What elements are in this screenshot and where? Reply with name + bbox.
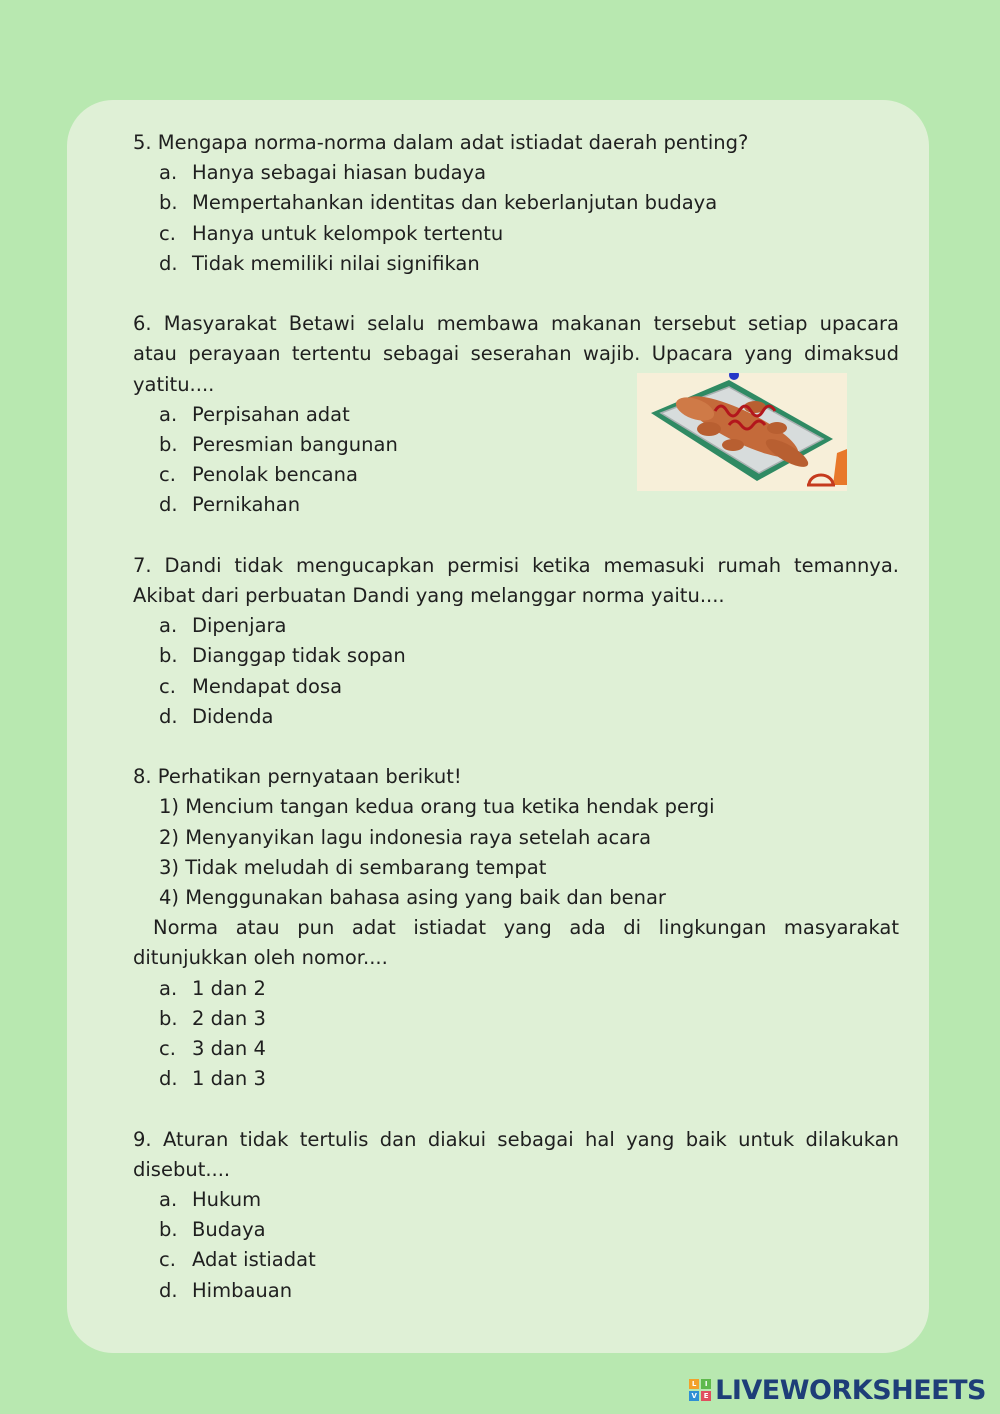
option-d[interactable]: d. Pernikahan <box>159 493 301 517</box>
question-text: 8. Perhatikan pernyataan berikut! <box>133 765 462 789</box>
logo-tile: I <box>701 1379 711 1389</box>
option-b[interactable]: b. 2 dan 3 <box>159 1006 266 1030</box>
roti-buaya-illustration <box>637 373 847 491</box>
statement-4: 4) Menggunakan bahasa asing yang baik dan benar <box>159 886 666 910</box>
option-a[interactable]: a. Hanya sebagai hiasan budaya <box>159 161 487 185</box>
option-a[interactable]: a. Dipenjara <box>159 614 287 638</box>
question-5 <box>133 128 899 279</box>
statement-1: 1) Mencium tangan kedua orang tua ketika hendak pergi <box>159 795 715 819</box>
question-8 <box>133 762 899 1094</box>
statement-3: 3) Tidak meludah di sembarang tempat <box>159 855 547 879</box>
question-text: 6. Masyarakat Betawi selalu membawa makanan tersebut setiap upacara atau perayaan tertentu sebagai seserahan wajib. Upacara yang dimaksud yatitu.... <box>133 312 899 396</box>
option-d[interactable]: d. 1 dan 3 <box>159 1067 266 1091</box>
option-b[interactable]: b. Mempertahankan identitas dan keberlanjutan budaya <box>159 191 718 215</box>
option-c[interactable]: c. Adat istiadat <box>159 1248 316 1272</box>
worksheet-content <box>133 128 899 1306</box>
question-9 <box>133 1125 899 1306</box>
option-c[interactable]: c. 3 dan 4 <box>159 1037 266 1061</box>
question-7 <box>133 551 899 732</box>
option-c[interactable]: c. Hanya untuk kelompok tertentu <box>159 221 504 245</box>
question-followup: Norma atau pun adat istiadat yang ada di lingkungan masyarakat ditunjukkan oleh nomor.... <box>133 916 899 970</box>
logo-tile: E <box>701 1391 711 1401</box>
question-text: 7. Dandi tidak mengucapkan permisi ketika memasuki rumah temannya. Akibat dari perbuatan Dandi yang melanggar norma yaitu.... <box>133 553 899 608</box>
option-a[interactable]: a. Hukum <box>159 1188 262 1212</box>
question-text: 9. Aturan tidak tertulis dan diakui sebagai hal yang baik untuk dilakukan disebut.... <box>133 1127 899 1181</box>
bread-tray-icon <box>637 373 847 491</box>
option-d[interactable]: d. Tidak memiliki nilai signifikan <box>159 251 480 275</box>
option-a[interactable]: a. 1 dan 2 <box>159 976 266 1000</box>
logo-tile: V <box>689 1391 699 1401</box>
option-a[interactable]: a. Perpisahan adat <box>159 402 350 426</box>
brand-name: LIVEWORKSHEETS <box>715 1374 986 1406</box>
option-b[interactable]: b. Budaya <box>159 1218 266 1242</box>
logo-tile: L <box>689 1379 699 1389</box>
option-b[interactable]: b. Peresmian bangunan <box>159 433 398 457</box>
option-d[interactable]: d. Didenda <box>159 704 274 728</box>
logo-grid-icon <box>689 1379 711 1401</box>
option-d[interactable]: d. Himbauan <box>159 1278 293 1302</box>
liveworksheets-logo <box>689 1373 986 1407</box>
statement-2: 2) Menyanyikan lagu indonesia raya setelah acara <box>159 825 652 849</box>
option-b[interactable]: b. Dianggap tidak sopan <box>159 644 406 668</box>
question-text: 5. Mengapa norma-norma dalam adat istiadat daerah penting? <box>133 131 749 154</box>
option-c[interactable]: c. Mendapat dosa <box>159 674 343 698</box>
option-c[interactable]: c. Penolak bencana <box>159 463 358 487</box>
